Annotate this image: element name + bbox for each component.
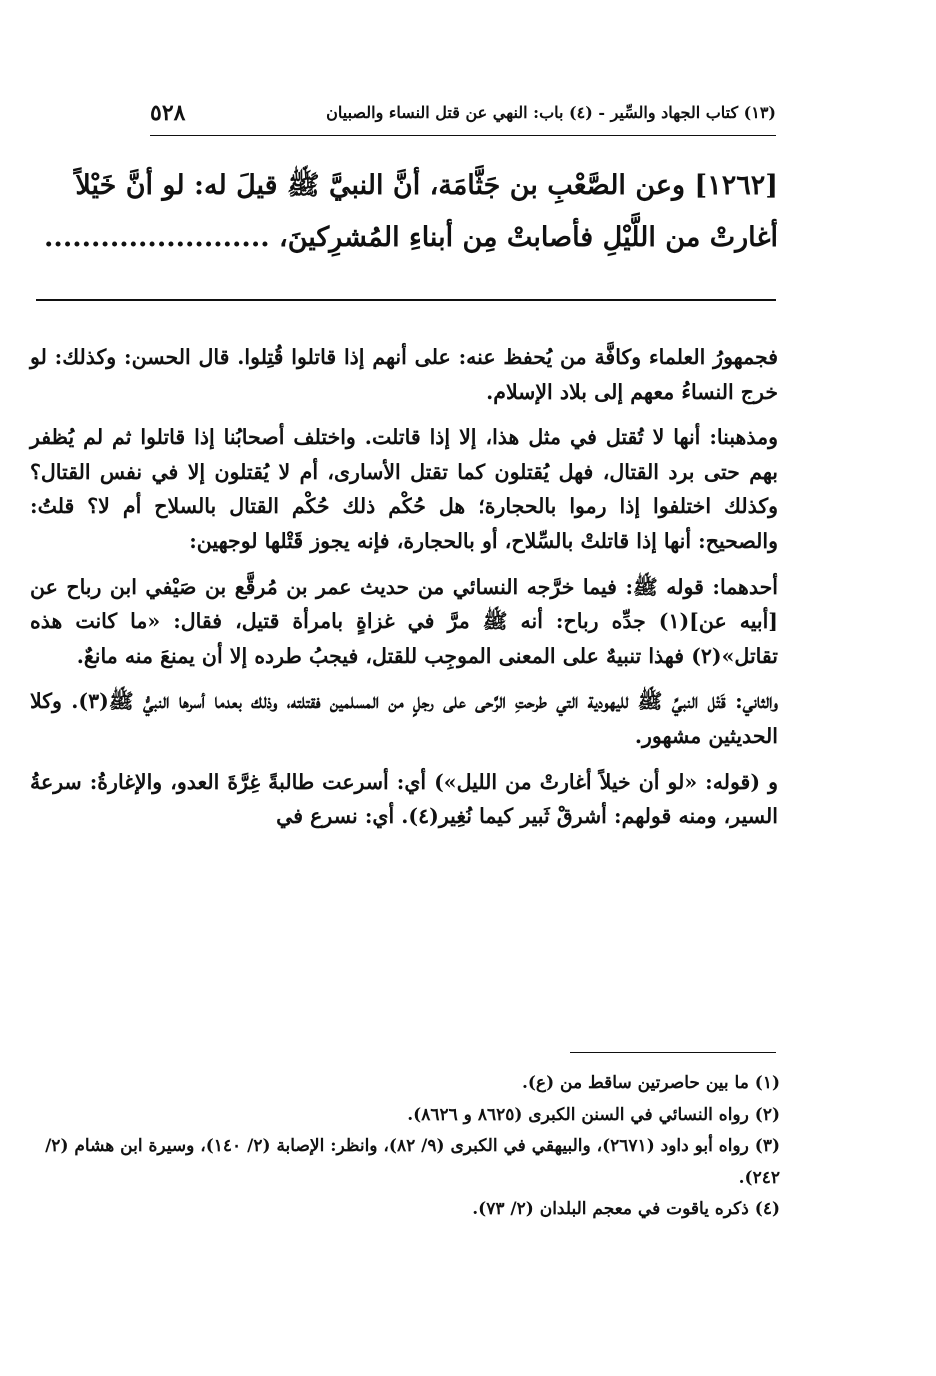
- commentary-paragraph: والثاني: قَتْل النبيِّ ﷺ لليهودية التي طرحتِ الرَّحى على رجلٍ من المسلمين فقتلته، وذلك بعدما أسرها النبيُّ ﷺ(٣). وكلا الحديثين مشهور.: [30, 689, 778, 748]
- footnote: (٤) ذكره ياقوت في معجم البلدان (٢/ ٧٣).: [472, 1199, 780, 1219]
- commentary-paragraph: و (قوله: «لو أن خيلاً أغارتْ من الليل») أي: أسرعت طالبةً غِرَّةَ العدو، والإغارةُ: سرعةُ السير، ومنه قولهم: أشرقْ ثَبير كيما نُغِير(٤). أي: نسرع في: [30, 769, 778, 829]
- section-divider: [36, 299, 776, 301]
- commentary-paragraph: ومذهبنا: أنها لا تُقتل في مثل هذا، إلا إذا قاتلت. واختلف أصحابُنا إذا قاتلوا ثم لم يُظفر بهم حتى برد القتال، فهل يُقتلون كما تقتل الأسارى، أم لا يُقتلون إلا في نفس القتال؟ وكذلك اختلفوا إذا رموا بالحجارة؛ هل حُكْم ذلك حُكْم القتال بالسلاح أم لا؟ قلتُ: والصحيح: أنها إذا قاتلتْ بالسِّلاح، أو بالحجارة، فإنه يجوز قَتْلها لوجهين:: [30, 425, 778, 553]
- footnotes: [36, 1068, 780, 1226]
- footnote-divider: [570, 1052, 776, 1053]
- hadith-line: [١٢٦٢] وعن الصَّعْبِ بن جَثَّامَة، أنَّ النبيَّ ﷺ قيلَ له: لو أنَّ خَيْلاً: [75, 170, 778, 201]
- hadith-text: [26, 160, 778, 264]
- footnote: (٣) رواه أبو داود (٢٦٧١)، والبيهقي في الكبرى (٩/ ٨٢)، وانظر: الإصابة (٢/ ١٤٠)، وسيرة ابن هشام (٢/ ٢٤٢).: [45, 1136, 780, 1188]
- running-head: (١٣) كتاب الجهاد والسِّير - (٤) باب: النهي عن قتل النساء والصبيان: [326, 103, 776, 122]
- page-header: [150, 96, 776, 136]
- commentary-paragraph: فجمهورُ العلماء وكافَّة من يُحفظ عنه: على أنهم إذا قاتلوا قُتِلوا. قال الحسن: وكذلك: لو خرج النساءُ معهم إلى بلاد الإسلام.: [30, 345, 778, 404]
- commentary-paragraph: أحدهما: قوله ﷺ: فيما خرَّجه النسائي من حديث عمر بن مُرقَّع بن صَيْفي ابن رباح عن [أبيه عن](١) جدِّه رباح: أنه ﷺ مرَّ في غزاةٍ بامرأة قتيل، فقال: «ما كانت هذه تقاتل»(٢) فهذا تنبيهٌ على المعنى الموجِب للقتل، فيجبُ طرده إلا أن يمنعَ منه مانعٌ.: [30, 574, 779, 668]
- footnote: (١) ما بين حاصرتين ساقط من (ع).: [521, 1073, 780, 1093]
- hadith-line: أغارتْ من اللَّيْلِ فأصابتْ مِن أبناءِ المُشرِكينَ، ........................: [44, 222, 778, 253]
- page-number: ٥٢٨: [150, 99, 186, 126]
- commentary: [30, 340, 778, 845]
- footnote: (٢) رواه النسائي في السنن الكبرى (٨٦٢٥ و ٨٦٢٦).: [407, 1104, 780, 1125]
